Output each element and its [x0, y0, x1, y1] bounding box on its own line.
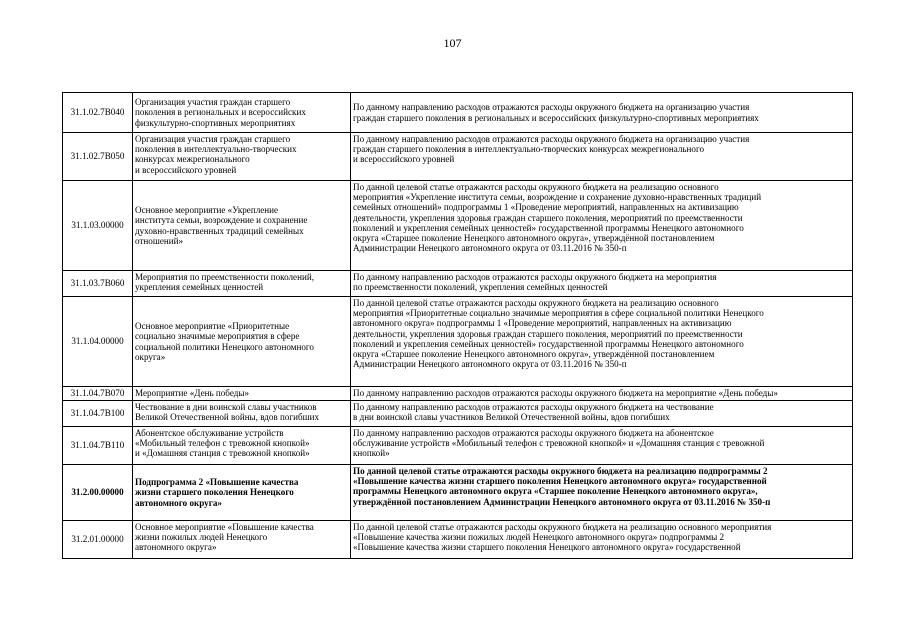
table-row	[63, 297, 853, 387]
item-description: По данному направлению расходов отражаются расходы окружного бюджета на мероприятие «День победы»	[351, 387, 853, 401]
item-description: По данному направлению расходов отражаются расходы окружного бюджета на организацию участия граждан старшего поколения в интеллектуально-творческих конкурсах межрегионального и всероссийского уровней	[351, 133, 853, 181]
item-description: По данной целевой статье отражаются расходы окружного бюджета на реализацию основного мероприятия «Приоритетные социально значимые мероприятия в сфере социальной политики Ненецкого автономного округа» подпрограммы 1 «Проведение мероприятий, направленных на активизацию деятельности, укрепления здоровья граждан старшего поколения, мероприятий по преемственности поколений и укрепления семейных ценностей» государственной программы Ненецкого автономного округа «Старшее поколение Ненецкого автономного округа», утверждённой постановлением Администрации Ненецкого автономного округа от 03.11.2016 № 350-п	[351, 297, 853, 387]
item-name: Чествование в дни воинской славы участников Великой Отечественной войны, вдов погибших	[133, 401, 351, 427]
item-description: По данному направлению расходов отражаются расходы окружного бюджета на абонентское обслуживание устройств «Мобильный телефон с тревожной кнопкой» и «Домашняя станция с тревожной кнопкой»	[351, 427, 853, 465]
item-name: Организация участия граждан старшего поколения в интеллектуально-творческих конкурсах межрегионального и всероссийского уровней	[133, 133, 351, 181]
target-code: 31.1.04.7В100	[63, 401, 133, 427]
table-row	[63, 401, 853, 427]
target-code: 31.1.03.7В060	[63, 271, 133, 297]
item-name: Основное мероприятие «Повышение качества жизни пожилых людей Ненецкого автономного округа»	[133, 521, 351, 559]
table-row	[63, 133, 853, 181]
target-code: 31.1.02.7В040	[63, 93, 133, 133]
item-name: Мероприятия по преемственности поколений, укрепления семейных ценностей	[133, 271, 351, 297]
budget-classification-table	[62, 92, 853, 559]
item-description: По данному направлению расходов отражаются расходы окружного бюджета на организацию участия граждан старшего поколения в региональных и всероссийских физкультурно-спортивных мероприятиях	[351, 93, 853, 133]
target-code: 31.2.00.00000	[63, 465, 133, 521]
item-description: По данному направлению расходов отражаются расходы окружного бюджета на чествование в дни воинской славы участников Великой Отечественной войны, вдов погибших	[351, 401, 853, 427]
item-description: По данной целевой статье отражаются расходы окружного бюджета на реализацию основного мероприятия «Укрепление института семьи, возрождение и сохранение духовно-нравственных традиций семейных отношений» подпрограммы 1 «Проведение мероприятий, направленных на активизацию деятельности, укрепления здоровья граждан старшего поколения, мероприятий по преемственности поколений и укрепления семейных ценностей» государственной программы Ненецкого автономного округа «Старшее поколение Ненецкого автономного округа», утверждённой постановлением Администрации Ненецкого автономного округа от 03.11.2016 № 350-п	[351, 181, 853, 271]
page-number: 107	[443, 36, 462, 50]
table-row	[63, 387, 853, 401]
target-code: 31.1.03.00000	[63, 181, 133, 271]
table-row	[63, 271, 853, 297]
table-row	[63, 521, 853, 559]
item-name: Основное мероприятие «Приоритетные социально значимые мероприятия в сфере социальной политики Ненецкого автономного округа»	[133, 297, 351, 387]
table-row	[63, 465, 853, 521]
table-row	[63, 427, 853, 465]
target-code: 31.1.04.7В070	[63, 387, 133, 401]
item-name: Основное мероприятие «Укрепление института семьи, возрождение и сохранение духовно-нравственных традиций семейных отношений»	[133, 181, 351, 271]
item-name: Мероприятие «День победы»	[133, 387, 351, 401]
item-description: По данной целевой статье отражаются расходы окружного бюджета на реализацию подпрограммы 2 «Повышение качества жизни старшего поколения Ненецкого автономного округа» государственной программы Ненецкого автономного округа «Старшее поколение Ненецкого автономного округа», утверждённой постановлением Администрации Ненецкого автономного округа от 03.11.2016 № 350-п	[351, 465, 853, 521]
item-name: Подпрограмма 2 «Повышение качества жизни старшего поколения Ненецкого автономного округа»	[133, 465, 351, 521]
target-code: 31.2.01.00000	[63, 521, 133, 559]
table-row	[63, 181, 853, 271]
item-description: По данному направлению расходов отражаются расходы окружного бюджета на мероприятия по преемственности поколений, укрепления семейных ценностей	[351, 271, 853, 297]
target-code: 31.1.02.7В050	[63, 133, 133, 181]
item-name: Абонентское обслуживание устройств «Мобильный телефон с тревожной кнопкой» и «Домашняя станция с тревожной кнопкой»	[133, 427, 351, 465]
target-code: 31.1.04.7В110	[63, 427, 133, 465]
item-name: Организация участия граждан старшего поколения в региональных и всероссийских физкультурно-спортивных мероприятиях	[133, 93, 351, 133]
table-row	[63, 93, 853, 133]
item-description: По данной целевой статье отражаются расходы окружного бюджета на реализацию основного мероприятия «Повышение качества жизни пожилых людей Ненецкого автономного округа» подпрограммы 2 «Повышение качества жизни старшего поколения Ненецкого автономного округа» государственной	[351, 521, 853, 559]
target-code: 31.1.04.00000	[63, 297, 133, 387]
